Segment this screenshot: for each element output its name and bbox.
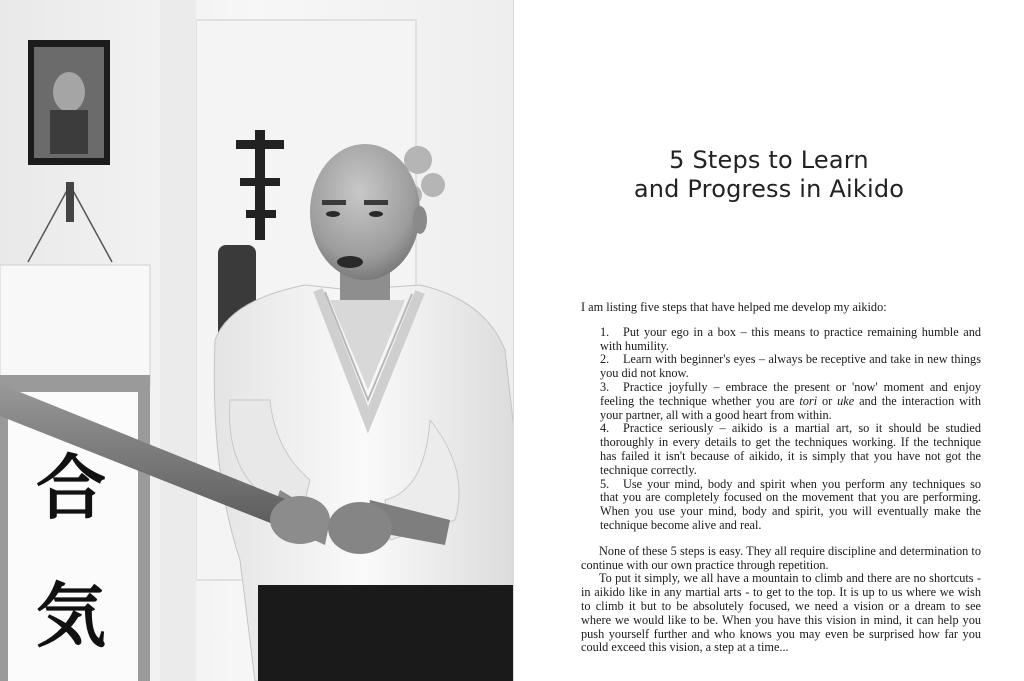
chapter-body [581, 301, 981, 655]
left-hand [270, 496, 330, 544]
step-text: and the interaction with your partner, all with a good heart from within. [600, 393, 981, 422]
step-number: 5. [600, 476, 610, 491]
step-text: Learn with beginner's eyes – always be receptive and take in new things you did not know. [600, 352, 981, 381]
step-number: 2. [600, 352, 610, 367]
list-item [600, 326, 981, 354]
chapter-title [572, 146, 966, 204]
chapter-title-line-1: 5 Steps to Learn [669, 146, 869, 175]
step-number: 3. [600, 379, 610, 394]
steps-list [581, 326, 981, 533]
chapter-title-line-2: and Progress in Aikido [633, 175, 905, 204]
wall-pillar [160, 0, 196, 681]
body-paragraph: None of these 5 steps is easy. They all require discipline and determination to continue with our own practice through repetition. [581, 543, 981, 572]
list-item [600, 478, 981, 533]
calligraphy-scroll [0, 265, 150, 681]
intro-paragraph: I am listing five steps that have helped me develop my aikido: [581, 300, 887, 314]
scroll-kanji-ki: 気 [36, 574, 106, 657]
list-item [600, 353, 981, 381]
step-text: Use your mind, body and spirit when you perform any techniques so that you are completely focused on the movement that you are performing. When you use your mind, body and spirit, you will eventually make the technique become alive and real. [600, 476, 981, 532]
list-item [600, 422, 981, 477]
body-paragraph: To put it simply, we all have a mountain to climb and there are no shortcuts - in aikido like in any martial arts - to get to the top. It is up to us where we wish to climb it but to be absolutely focused, we need a vision or a dream to see where we would like to be. When you have this vision in mind, it can help you push yourself further and who knows you may even be surprised how far you could exceed this vision, a step at a time... [581, 571, 981, 655]
step-number: 1. [600, 324, 610, 339]
list-item [600, 381, 981, 422]
framed-portrait [28, 40, 110, 165]
term-uke: uke [837, 393, 855, 408]
step-text: Practice joyfully – embrace the present or 'now' moment and enjoy feeling the technique whether you are [600, 379, 981, 408]
head [310, 144, 420, 280]
step-text: Practice seriously – aikido is a martial art, so it should be studied thoroughly in every details to get the techniques working. If the technique has failed it isn't because of aikido, it is simply that you have not got the technique correctly. [600, 421, 981, 477]
right-hand [328, 502, 392, 554]
term-tori: tori [799, 393, 818, 408]
step-number: 4. [600, 421, 610, 436]
scroll-kanji-ai: 合 [36, 446, 106, 529]
step-text: Put your ego in a box – this means to practice remaining humble and with humility. [600, 324, 981, 353]
text-page [514, 0, 1024, 681]
step-text: or [817, 393, 838, 408]
hakama [258, 585, 514, 681]
